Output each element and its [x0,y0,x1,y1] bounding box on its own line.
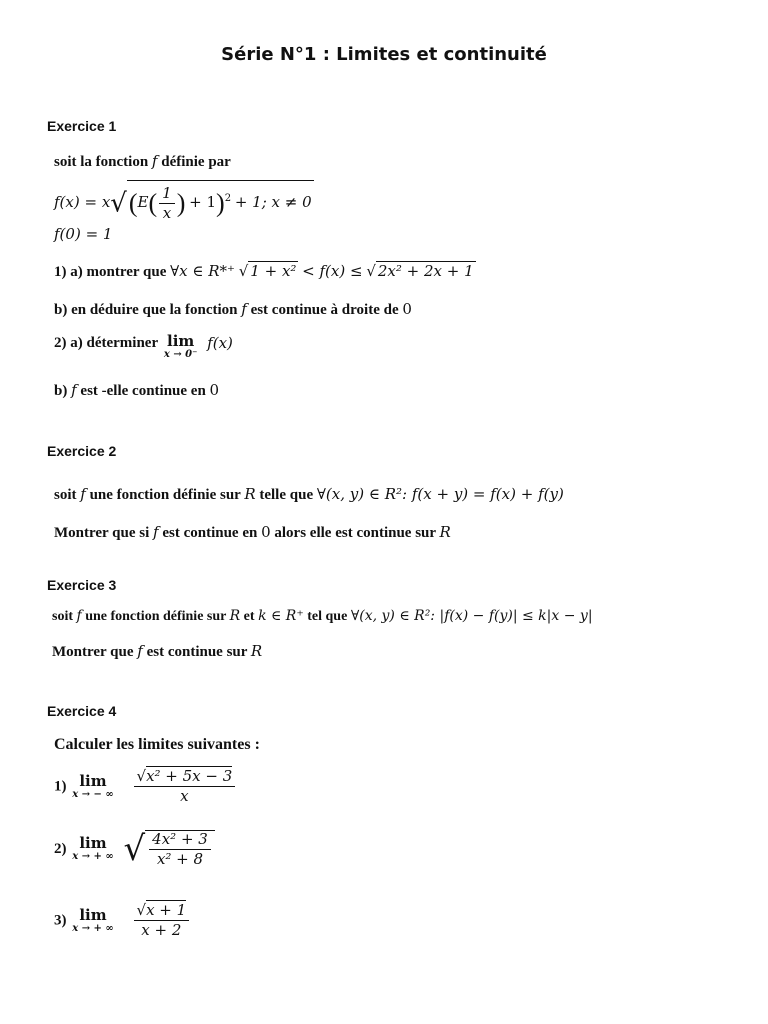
ex1-q1a-mid: < f(x) ≤ [302,262,363,280]
ex1-q2a-sub: x → 0⁻ [163,349,198,360]
ex2-l2-zero: 0 [261,523,271,541]
ex4-item-1-sub: x → − ∞ [72,788,114,800]
ex1-q1a-left: 1 + x² [250,262,297,280]
ex4-item-1 [54,768,237,805]
ex1-q2b-f: f [71,381,77,399]
ex1-q1a-quant: ∀x ∈ R*⁺ [170,262,235,280]
ex1-intro [54,151,231,172]
ex3-l2-b: est continue sur [146,644,248,660]
ex1-def-frac-den: x [162,204,172,222]
ex4-item-1-lim: lim [79,771,107,790]
ex1-definition [54,180,314,222]
ex1-q2a-label: 2) a) déterminer [54,335,159,351]
ex4-item-3-frac [134,902,190,939]
ex2-l2-R: R [439,523,451,541]
ex4-item-3-lim: lim [79,905,107,924]
ex4-item-3-numer-wrap: √x + 1 [134,902,190,921]
ex3-l2-f: f [137,642,143,660]
ex3-l2-R: R [250,642,263,660]
ex4-item-2-numer: 4x² + 3 [149,831,211,850]
ex4-item-2-sub: x → + ∞ [72,851,114,862]
ex2-l1-b: une fonction définie sur [89,487,241,503]
page-title: Série N°1 : Limites et continuité [221,44,547,65]
ex4-item-1-num: 1) [54,778,67,795]
ex4-item-3-limit [72,907,114,935]
ex1-q2a-lim: lim [167,332,195,350]
ex1-f0-text: f(0) = 1 [54,225,113,243]
ex1-intro-text: soit la fonction [54,154,149,170]
ex2-l1-f: f [80,485,86,503]
ex1-def-frac-num: 1 [159,185,175,204]
ex4-item-3 [54,902,191,939]
ex4-item-2-denom: x² + 8 [156,850,204,868]
ex4-item-1-denom: x [180,787,189,805]
ex3-l1-f: f [76,608,82,624]
ex3-l1-c: et [243,609,255,624]
ex4-item-3-numer: x + 1 [146,901,187,919]
exercise-3-heading: Exercice 3 [47,577,117,593]
ex3-l1-b: une fonction définie sur [85,609,227,624]
ex2-l2-c: alors elle est continue sur [274,525,436,541]
ex3-l1-math: ∀(x, y) ∈ R²: |f(x) − f(y)| ≤ k|x − y| [350,608,593,624]
ex1-def-tail: + 1; x ≠ 0 [234,192,312,211]
ex1-def-square: 2 [224,192,232,204]
ex1-q2b-zero: 0 [209,381,220,399]
ex4-item-2 [54,830,215,868]
ex2-l2-a: Montrer que si [54,525,150,541]
ex4-item-2-num: 2) [54,841,67,857]
ex2-l2-b: est continue en [162,525,258,541]
ex3-l1-R: R [229,608,241,624]
ex1-q2a [54,333,233,361]
ex4-item-2-lim: lim [79,834,107,852]
exercise-4-heading: Exercice 4 [47,703,117,719]
exercise-1-heading: Exercice 1 [47,118,117,134]
ex3-l1-k: k ∈ R⁺ [258,608,304,624]
ex3-l1-d: tel que [307,609,348,624]
ex1-q2b [54,380,219,401]
ex4-item-1-limit [72,773,114,801]
ex1-q1a-right: 2x² + 2x + 1 [377,262,474,280]
ex2-l1-a: soit [54,487,77,503]
ex4-item-2-sqrt: √ $\frac{\text{4x² + 3}}{\text{x² + 8}}$ [124,830,215,868]
ex1-def-lhs: f(x) = x [54,192,111,211]
ex3-l2-a: Montrer que [52,644,134,660]
exercise-2-heading: Exercice 2 [47,443,117,459]
ex1-q1a-label: 1) a) montrer que [54,264,167,280]
ex3-line-1 [52,606,593,627]
ex3-l1-a: soit [52,609,73,624]
ex1-q2b-label: b) [54,383,68,399]
ex4-item-1-numer-wrap: √x² + 5x − 3 [134,768,236,787]
ex1-def-sqrt: √(E( $\frac{1}{x}$ ) + 1)$^2$ + 1; x ≠ 0 [110,180,313,222]
ex1-q2a-limit [164,333,198,361]
ex1-q1a-right-sqrt: √ 2x² + 2x + 1 [366,262,474,280]
ex4-intro: Calculer les limites suivantes : [54,736,260,753]
ex1-def-plus-one: + 1 [189,192,217,211]
ex4-item-1-frac [134,768,236,805]
ex4-item-3-denom: x + 2 [141,921,182,939]
ex4-item-2-frac [149,831,211,868]
ex2-l1-c: telle que [259,487,314,503]
ex1-q1b-f: f [241,300,247,318]
ex1-q1b-end: est continue à droite de [250,302,399,318]
ex1-q1a-left-sqrt: √ 1 + x² [238,262,297,280]
ex4-item-3-num: 3) [54,912,67,929]
ex2-line-1 [54,484,564,505]
ex4-item-1-numer: x² + 5x − 3 [146,767,233,785]
ex1-q1b [54,299,412,320]
ex2-l2-f: f [153,523,159,541]
ex2-l1-R: R [244,485,256,503]
ex1-def-frac [159,185,175,222]
ex4-item-2-limit [72,835,114,863]
ex1-q1b-zero: 0 [402,300,412,318]
ex2-line-2 [54,522,451,543]
ex1-q2b-end: est -elle continue en [80,383,206,399]
ex1-intro-f: f [151,152,158,170]
ex1-intro-end: définie par [161,154,231,170]
ex1-q1b-label: b) en déduire que la fonction [54,302,238,318]
ex1-q2a-fx: f(x) [207,334,233,352]
ex4-item-3-sub: x → + ∞ [72,922,114,934]
ex1-f0 [54,224,112,245]
ex1-def-E: E [137,192,149,211]
ex3-line-2 [52,641,262,662]
ex1-q1a [54,261,476,282]
ex2-l1-math: ∀(x, y) ∈ R²: f(x + y) = f(x) + f(y) [316,485,564,503]
